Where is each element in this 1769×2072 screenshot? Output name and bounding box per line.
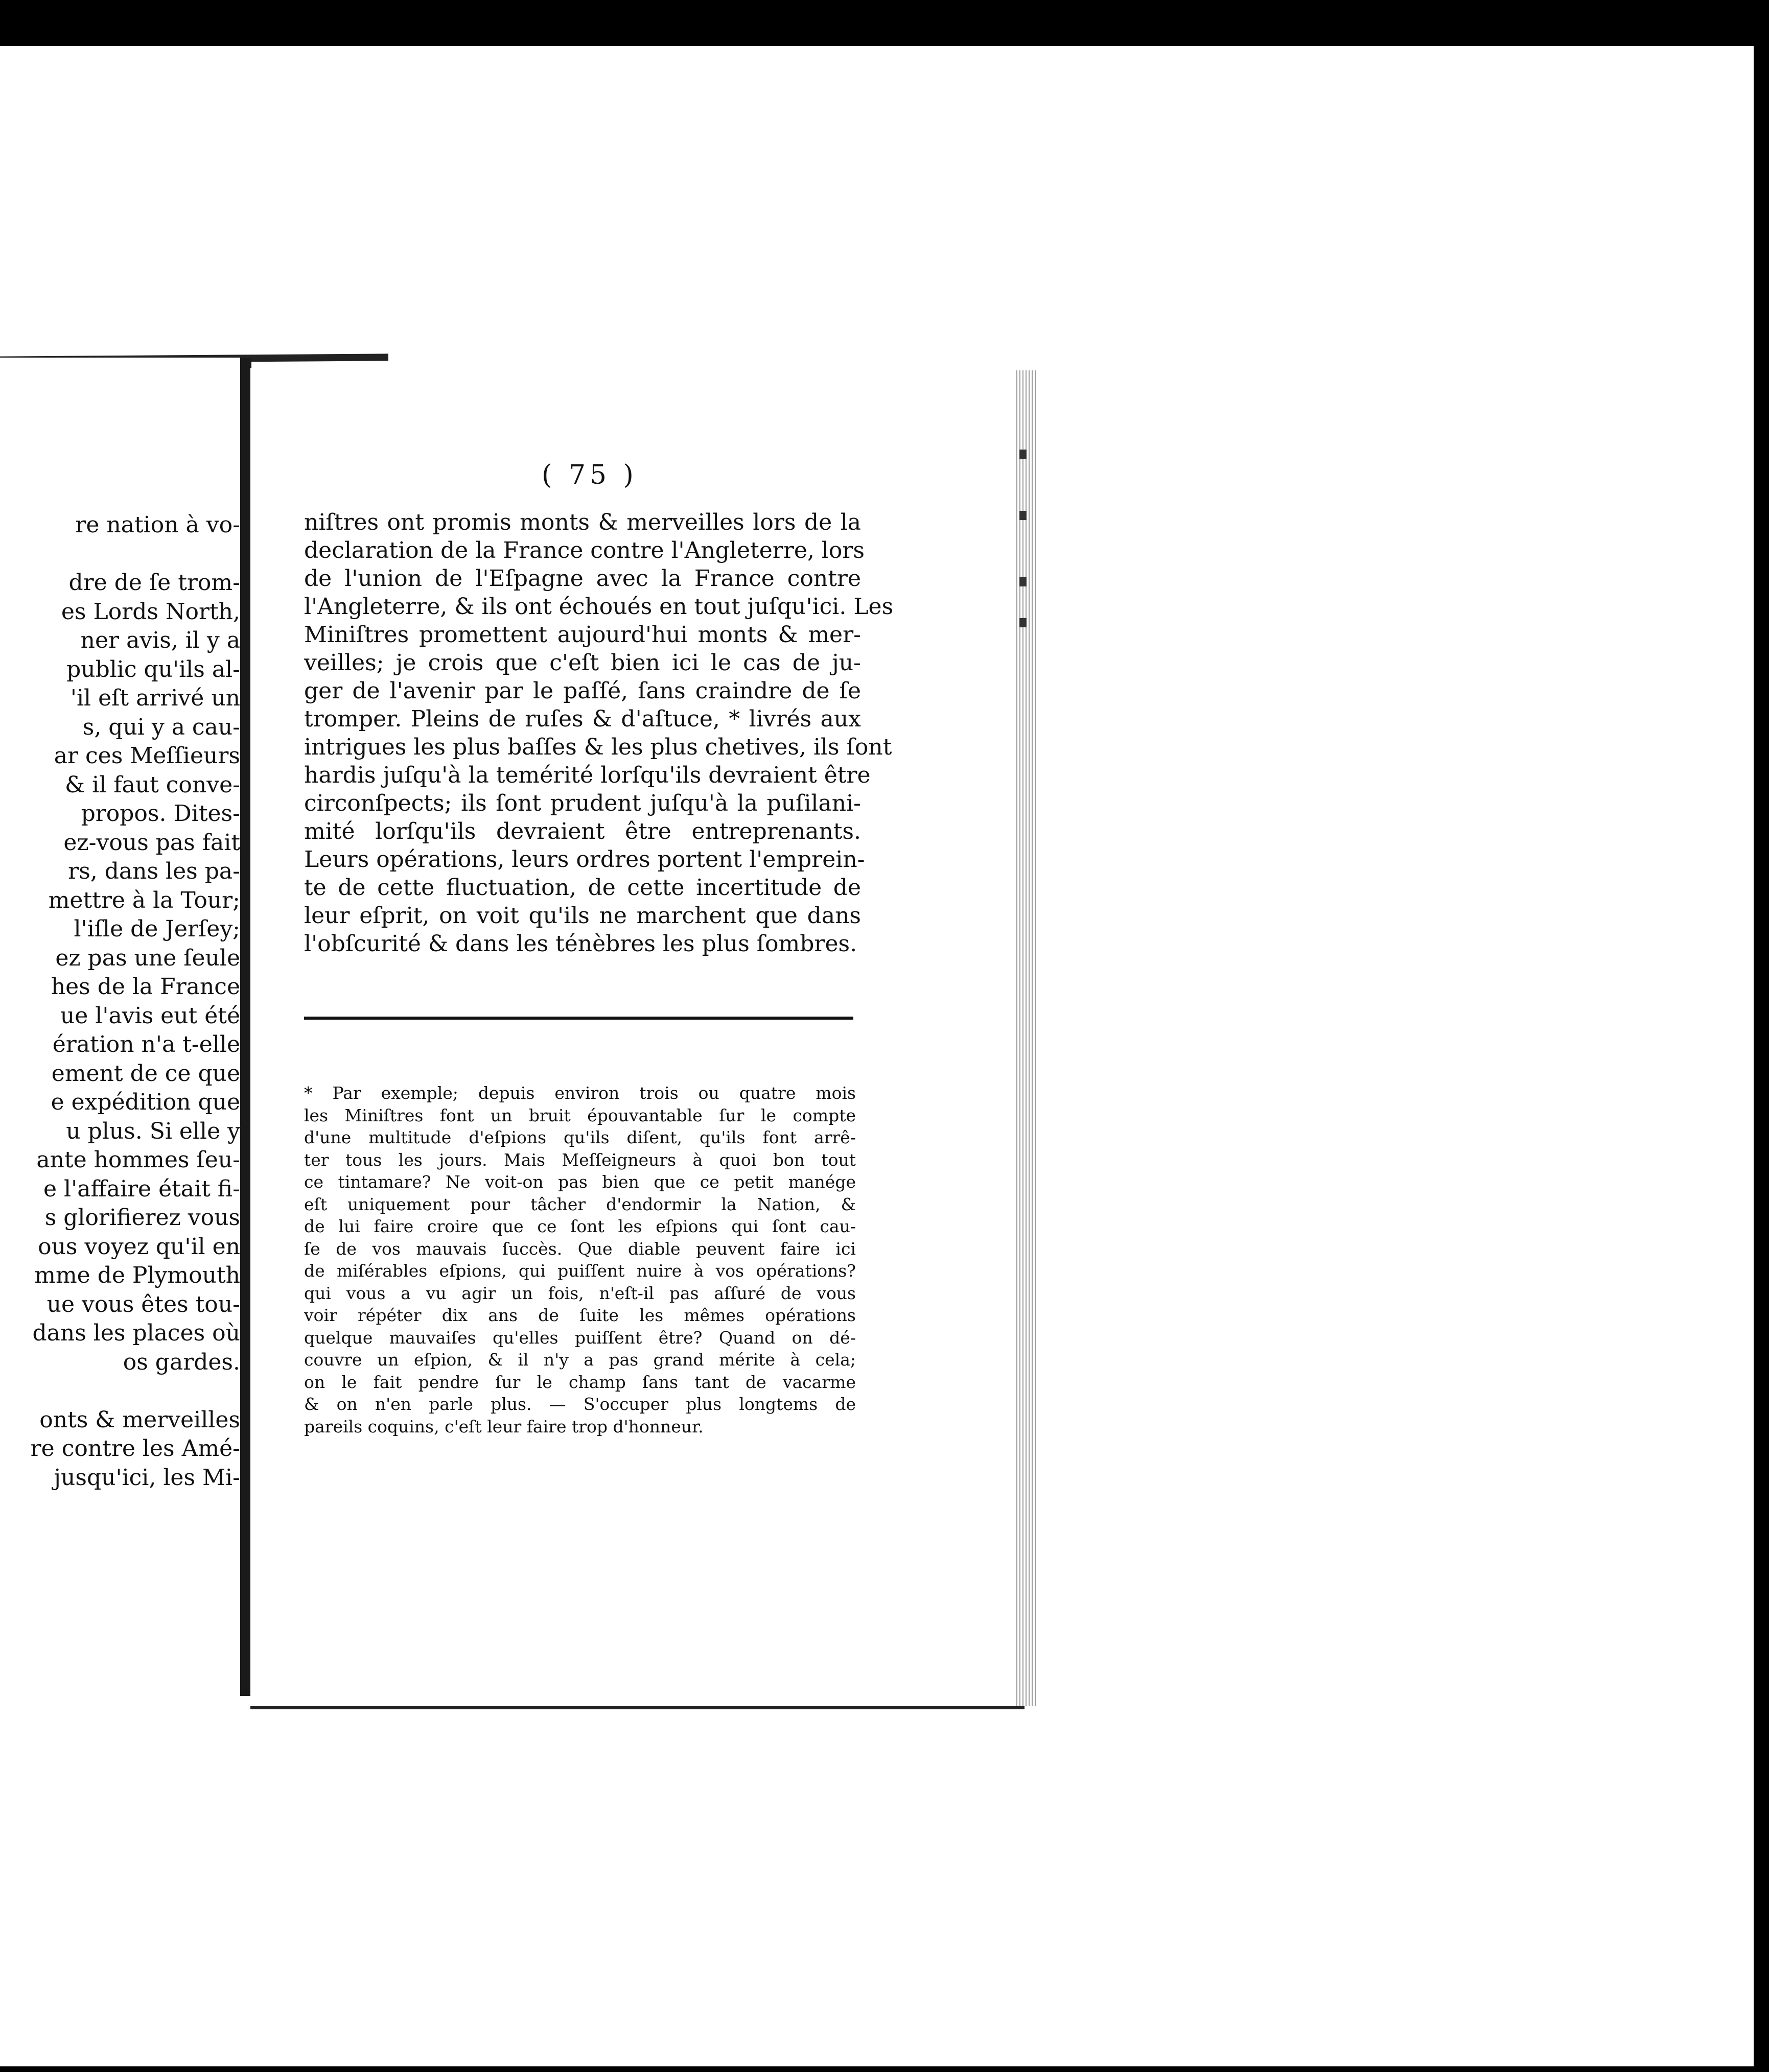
- footnote-line: * Par exemple; depuis environ trois ou quatre mois: [304, 1083, 856, 1103]
- body-line: ger de l'avenir par le paſſé, ſans craindre de ſe: [304, 678, 861, 704]
- footnote-line: ſe de vos mauvais ſuccès. Que diable peuvent faire ici: [304, 1238, 856, 1259]
- body-line: leur eſprit, on voit qu'ils ne marchent que dans: [304, 903, 861, 929]
- footnote-line: les Miniſtres font un bruit épouvantable ſur le compte: [304, 1105, 856, 1125]
- left-page-line: 'il eſt arrivé un: [70, 685, 240, 711]
- left-page-line: e expédition que: [51, 1089, 240, 1115]
- left-page-line: ner avis, il y a: [80, 627, 240, 653]
- page-number: ( 75 ): [542, 460, 638, 490]
- left-page-line: ement de ce que: [51, 1060, 240, 1087]
- footnote-line: qui vous a vu agir un fois, n'eſt-il pas aſſuré de vous: [304, 1283, 856, 1303]
- left-page-line: re nation à vo-: [75, 512, 240, 538]
- body-line: circonſpects; ils ſont prudent juſqu'à la puſilani-: [304, 790, 861, 816]
- body-text: [304, 508, 894, 958]
- left-page-line: ue vous êtes tou-: [46, 1291, 240, 1317]
- left-page-line: & il faut conve-: [64, 771, 240, 798]
- body-line: intrigues les plus baſſes & les plus chetives, ils ſont: [304, 734, 892, 760]
- footnote-line: on le fait pendre ſur le champ ſans tant de vacarme: [304, 1372, 856, 1392]
- left-page-line: hes de la France: [51, 974, 240, 1000]
- left-page-line: u plus. Si elle y: [66, 1118, 240, 1144]
- body-line: declaration de la France contre l'Angleterre, lors: [304, 537, 865, 563]
- footnote-line: & on n'en parle plus. — S'occuper plus longtems de: [304, 1394, 856, 1414]
- left-page-line: onts & merveilles: [39, 1406, 240, 1433]
- left-page-line: s glorifierez vous: [44, 1205, 240, 1231]
- footnote-line: de lui faire croire que ce ſont les eſpions qui ſont cau-: [304, 1216, 856, 1236]
- left-page-line: dre de ſe trom-: [68, 570, 240, 596]
- footnote-line: couvre un eſpion, & il n'y a pas grand mérite à cela;: [304, 1350, 856, 1370]
- footnote-divider: [304, 1017, 853, 1020]
- left-page-line: ération n'a t-elle: [52, 1031, 240, 1057]
- margin-marks: [1017, 450, 1032, 654]
- footnote-line: de miſérables eſpions, qui puiſſent nuire à vos opérations?: [304, 1261, 856, 1281]
- left-page-line: ous voyez qu'il en: [38, 1233, 240, 1260]
- body-line: de l'union de l'Eſpagne avec la France contre: [304, 566, 861, 592]
- footnote: [304, 1082, 856, 1438]
- left-page-line: rs, dans les pa-: [68, 858, 240, 884]
- left-page-line: dans les places où: [32, 1320, 240, 1346]
- body-line: te de cette fluctuation, de cette incertitude de: [304, 875, 861, 901]
- left-page-line: l'iſle de Jerſey;: [74, 916, 240, 942]
- body-line: Leurs opérations, leurs ordres portent l'emprein-: [304, 846, 865, 873]
- left-page-line: s, qui y a cau-: [82, 714, 240, 740]
- left-page-line: os gardes.: [123, 1349, 240, 1375]
- left-page-line: propos. Dites-: [81, 800, 240, 827]
- footnote-line: eſt uniquement pour tâcher d'endormir la Nation, &: [304, 1194, 856, 1214]
- left-page-line: jusqu'ici, les Mi-: [54, 1464, 240, 1491]
- body-line: tromper. Pleins de ruſes & d'aſtuce, * livrés aux: [304, 706, 861, 732]
- left-page-line: [0, 540, 240, 569]
- body-line: mité lorſqu'ils devraient être entreprenants.: [304, 818, 861, 844]
- body-line: veilles; je crois que c'eſt bien ici le cas de ju-: [304, 650, 861, 676]
- footnote-line: voir répéter dix ans de ſuite les mêmes opérations: [304, 1305, 856, 1325]
- footnote-line: quelque mauvaiſes qu'elles puiſſent être? Quand on dé-: [304, 1327, 856, 1348]
- left-page-line: re contre les Amé-: [30, 1435, 240, 1462]
- body-line: l'obſcurité & dans les ténèbres les plus ſombres.: [304, 931, 857, 957]
- left-page-line: ez-vous pas fait: [63, 829, 240, 856]
- left-page-line: mettre à la Tour;: [48, 887, 240, 913]
- left-page-line: [0, 1377, 240, 1406]
- left-page-line: ue l'avis eut été: [60, 1002, 240, 1029]
- left-page-line: e l'affaire était fi-: [43, 1175, 240, 1202]
- book-gutter: [240, 358, 251, 1696]
- footnote-line: d'une multitude d'eſpions qu'ils diſent, qu'ils font arrê-: [304, 1127, 856, 1147]
- footnote-line: ter tous les jours. Mais Meſſeigneurs à quoi bon tout: [304, 1149, 856, 1170]
- body-line: niſtres ont promis monts & merveilles lors de la: [304, 509, 861, 535]
- left-page-line: ez pas une ſeule: [55, 945, 240, 971]
- body-line: Miniſtres promettent aujourd'hui monts & mer-: [304, 622, 861, 648]
- left-page-text: [0, 511, 240, 1492]
- left-page-line: ar ces Meſſieurs: [54, 743, 240, 769]
- left-page: [0, 358, 243, 1706]
- body-line: hardis juſqu'à la temérité lorſqu'ils devraient être: [304, 762, 871, 788]
- left-page-line: es Lords North,: [61, 598, 240, 625]
- body-line: l'Angleterre, & ils ont échoués en tout juſqu'ici. Les: [304, 594, 894, 620]
- scan-top-border: [0, 0, 1769, 46]
- scan-right-border: [1754, 36, 1769, 2072]
- footnote-line: pareils coquins, c'eſt leur faire trop d'honneur.: [304, 1416, 704, 1437]
- footnote-line: ce tintamare? Ne voit-on pas bien que ce petit manége: [304, 1172, 856, 1192]
- left-page-line: ante hommes ſeu-: [36, 1147, 240, 1173]
- left-page-line: public qu'ils al-: [66, 656, 240, 682]
- left-page-line: mme de Plymouth: [34, 1262, 240, 1288]
